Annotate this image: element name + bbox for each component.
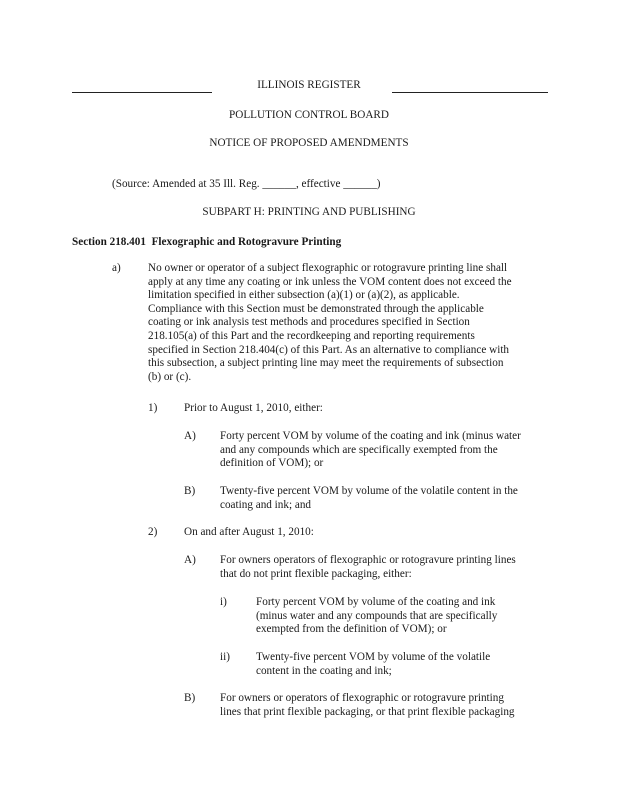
paragraph-line: 218.105(a) of this Part and the recordkeeping and reporting requirements (148, 329, 475, 342)
paragraph-line: (b) or (c). (148, 370, 192, 383)
item-a2Aii-text (256, 651, 490, 678)
item-a1A-text (220, 430, 521, 471)
item-a2B-text (220, 692, 515, 719)
item-a2A-text (220, 554, 516, 581)
item-a2-text: On and after August 1, 2010: (184, 526, 314, 538)
item-a2Ai-text (256, 596, 497, 637)
paragraph-line: Forty percent VOM by volume of the coating and ink (minus water (220, 430, 521, 442)
paragraph-line: limitation specified in either subsection (a)(1) or (a)(2), as applicable. (148, 289, 460, 302)
paragraph-line: content in the coating and ink; (256, 664, 392, 677)
paragraph-line: Twenty-five percent VOM by volume of the volatile content in the (220, 485, 518, 497)
paragraph-line: For owners or operators of flexographic or rotogravure printing (220, 692, 504, 704)
section-heading (72, 236, 341, 250)
item-a1-label: 1) (148, 402, 158, 414)
item-a1B-label: B) (184, 485, 196, 497)
item-a2Aii-label: ii) (220, 651, 230, 663)
paragraph-line: Twenty-five percent VOM by volume of the volatile (256, 651, 491, 663)
board-title: POLLUTION CONTROL BOARD (229, 109, 389, 121)
source-line: (Source: Amended at 35 Ill. Reg. ______, effective ______) (112, 178, 381, 190)
paragraph-line: Compliance with this Section must be demonstrated through the applicable (148, 302, 484, 315)
item-a2B-label: B) (184, 692, 196, 704)
paragraph-line: that do not print flexible packaging, either: (220, 567, 412, 580)
paragraph-line: this subsection, a subject printing line may meet the requirements of subsection (148, 357, 504, 370)
paragraph-line: specified in Section 218.404(c) of this Part. As an alternative to compliance with (148, 343, 510, 356)
paragraph-line: Forty percent VOM by volume of the coating and ink (256, 596, 496, 608)
item-a1-text: Prior to August 1, 2010, either: (184, 402, 323, 414)
item-a1B-text (220, 485, 518, 512)
paragraph-line: For owners operators of flexographic or rotogravure printing lines (220, 554, 516, 566)
register-title: ILLINOIS REGISTER (257, 79, 361, 91)
subpart-heading: SUBPART H: PRINTING AND PUBLISHING (202, 206, 416, 218)
header-rule-right (392, 92, 548, 93)
paragraph-line: apply at any time any coating or ink unless the VOM content does not exceed the (148, 275, 512, 288)
section-title: Flexographic and Rotogravure Printing (151, 236, 342, 248)
item-a2Ai-label: i) (220, 596, 227, 608)
paragraph-line: No owner or operator of a subject flexographic or rotogravure printing line shall (148, 262, 508, 274)
item-a1A-label: A) (184, 430, 196, 442)
paragraph-line: exempted from the definition of VOM); or (256, 623, 447, 636)
item-a2A-label: A) (184, 554, 196, 566)
paragraph-line: and any compounds which are specifically exempted from the (220, 443, 498, 456)
paragraph-line: lines that print flexible packaging, or that print flexible packaging (220, 705, 515, 718)
header-rule-left (72, 92, 212, 93)
paragraph-line: coating and ink; and (220, 498, 312, 511)
paragraph-line: coating or ink analysis test methods and procedures specified in Section (148, 316, 470, 329)
notice-title: NOTICE OF PROPOSED AMENDMENTS (209, 137, 409, 149)
paragraph-line: definition of VOM); or (220, 457, 324, 470)
item-a-text (148, 262, 512, 384)
paragraph-line: (minus water and any compounds that are specifically (256, 609, 498, 622)
item-a-label: a) (112, 262, 121, 274)
section-number: Section 218.401 (72, 236, 146, 248)
item-a2-label: 2) (148, 526, 158, 538)
